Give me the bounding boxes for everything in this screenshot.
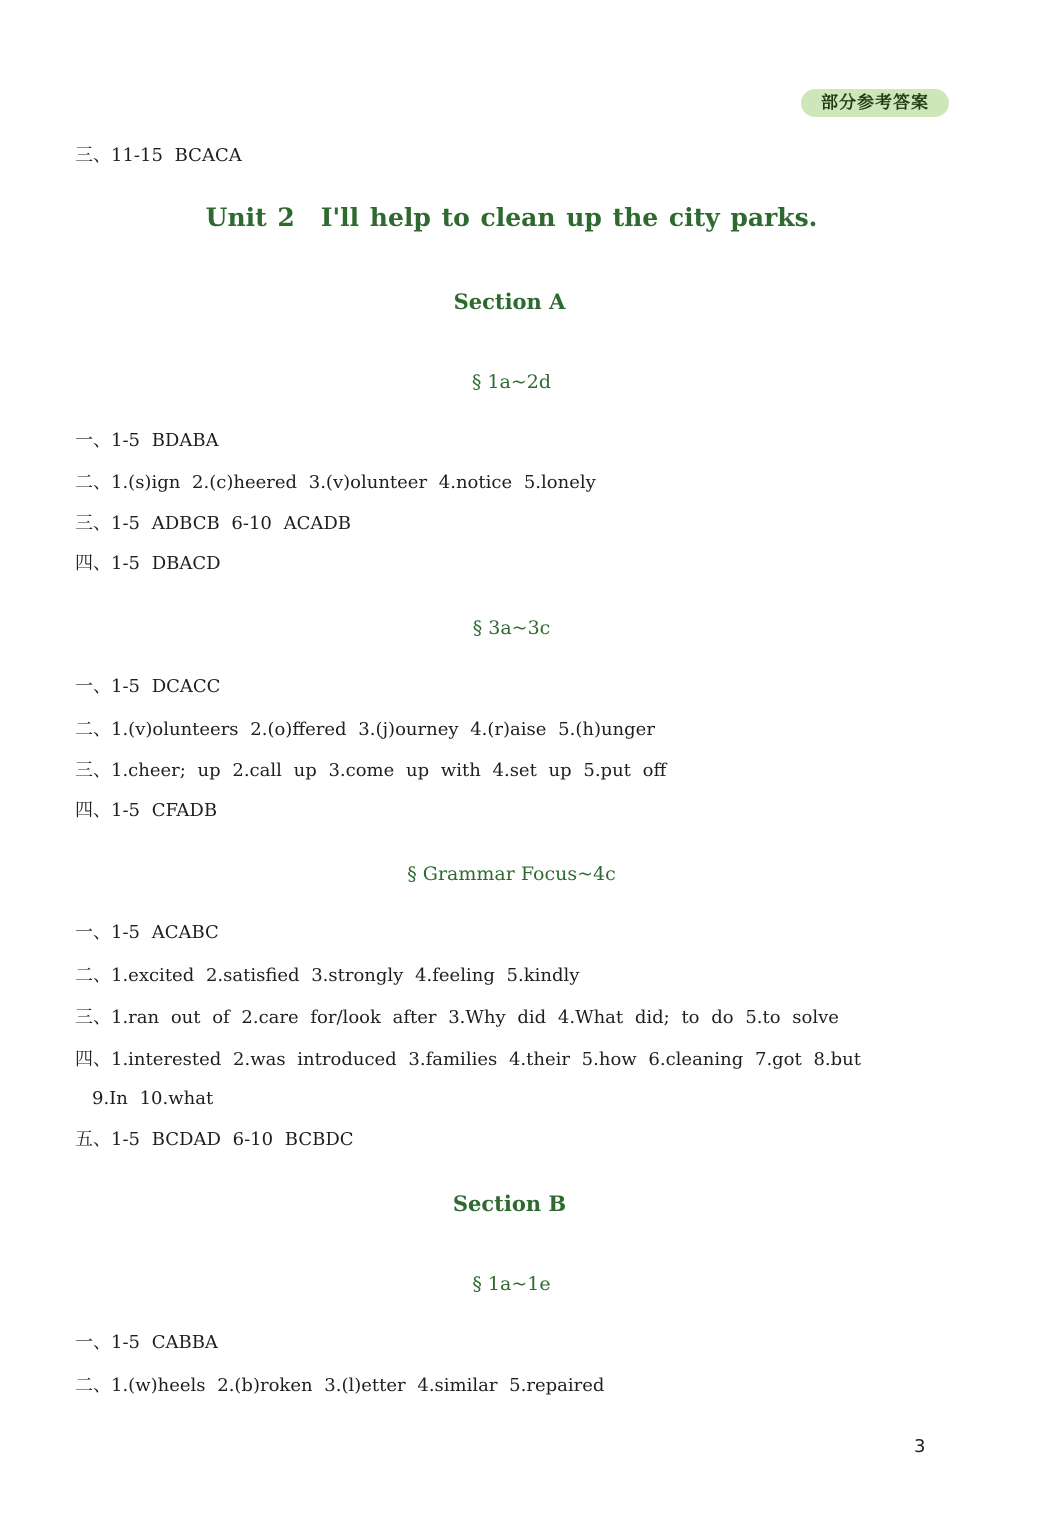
subsection-heading-1a-1e: § 1a~1e bbox=[472, 1273, 551, 1295]
answer-line: 三、1-5 ADBCB 6-10 ACADB bbox=[75, 513, 352, 534]
unit-title bbox=[0, 203, 1023, 232]
answer-line: 二、1.(w)heels 2.(b)roken 3.(l)etter 4.similar 5.repaired bbox=[75, 1375, 605, 1396]
answer-key-badge: 部分参考答案 bbox=[801, 89, 949, 117]
unit-title-text: I'll help to clean up the city parks. bbox=[320, 203, 818, 232]
section-b-heading: Section B bbox=[452, 1191, 567, 1216]
section-a-heading: Section A bbox=[453, 289, 566, 314]
answer-line: 一、1-5 CABBA bbox=[75, 1332, 218, 1353]
subsection-heading-grammar-focus: § Grammar Focus~4c bbox=[407, 863, 616, 885]
answer-line: 一、1-5 ACABC bbox=[75, 922, 219, 943]
answer-line: 五、1-5 BCDAD 6-10 BCBDC bbox=[75, 1129, 354, 1150]
answer-line: 四、1-5 CFADB bbox=[75, 800, 218, 821]
answer-line: 三、1.ran out of 2.care for/look after 3.Why did 4.What did; to do 5.to solve bbox=[75, 1007, 839, 1028]
answer-line: 四、1-5 DBACD bbox=[75, 553, 221, 574]
answer-line: 一、1-5 DCACC bbox=[75, 676, 221, 697]
answer-line: 二、1.(v)olunteers 2.(o)ffered 3.(j)ourney 4.(r)aise 5.(h)unger bbox=[75, 719, 655, 740]
unit-label: Unit 2 bbox=[205, 203, 295, 232]
subsection-heading-3a-3c: § 3a~3c bbox=[472, 617, 551, 639]
answer-line: 三、1.cheer; up 2.call up 3.come up with 4.set up 5.put off bbox=[75, 760, 667, 781]
answer-line: 三、11-15 BCACA bbox=[75, 145, 242, 166]
answer-line: 二、1.excited 2.satisfied 3.strongly 4.feeling 5.kindly bbox=[75, 965, 580, 986]
subsection-heading-1a-2d: § 1a~2d bbox=[471, 371, 552, 393]
page-number: 3 bbox=[914, 1436, 926, 1457]
answer-line: 四、1.interested 2.was introduced 3.families 4.their 5.how 6.cleaning 7.got 8.but bbox=[75, 1049, 861, 1070]
answer-line: 二、1.(s)ign 2.(c)heered 3.(v)olunteer 4.notice 5.lonely bbox=[75, 472, 596, 493]
answer-line: 9.In 10.what bbox=[92, 1088, 214, 1109]
answer-line: 一、1-5 BDABA bbox=[75, 430, 219, 451]
